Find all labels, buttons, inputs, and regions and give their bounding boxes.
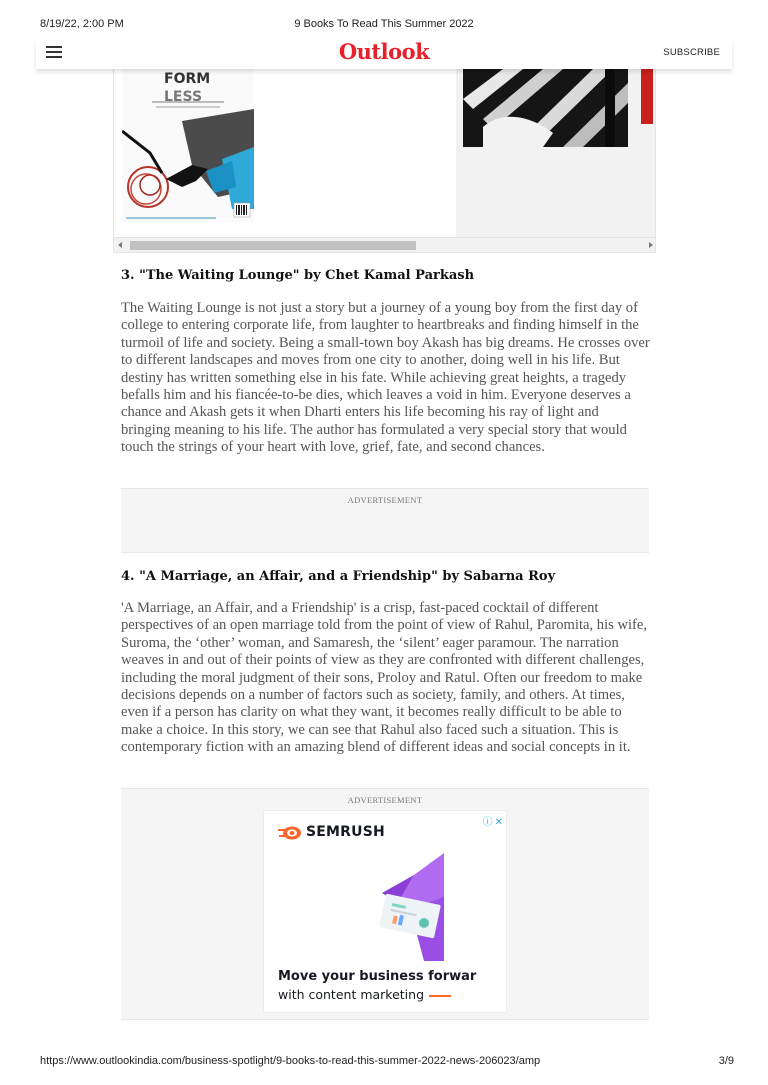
book-cover-title-line2: LESS xyxy=(164,89,203,105)
section-heading: 3. "The Waiting Lounge" by Chet Kamal Parkash xyxy=(121,268,475,283)
print-datetime: 8/19/22, 2:00 PM xyxy=(40,18,124,30)
adchoices-controls xyxy=(483,813,503,828)
ad-headline: Move your business forwar xyxy=(278,969,477,984)
site-logo[interactable]: Outlook xyxy=(338,39,430,64)
print-footer xyxy=(0,1055,768,1069)
subscribe-link[interactable]: SUBSCRIBE xyxy=(663,47,720,58)
book-cover-title-line1: FORM xyxy=(164,71,211,87)
book-photo-image xyxy=(463,69,628,147)
book-cover-title xyxy=(164,72,210,105)
close-icon[interactable]: ✕ xyxy=(494,817,503,828)
advertisement-label: ADVERTISEMENT xyxy=(347,495,423,505)
book-cover-image xyxy=(122,69,254,222)
print-page-title: 9 Books To Read This Summer 2022 xyxy=(294,18,474,30)
carousel-slide xyxy=(456,67,633,237)
ad-illustration xyxy=(380,853,444,961)
print-header xyxy=(0,18,768,32)
ad-subline xyxy=(278,987,451,1002)
semrush-ad-creative[interactable] xyxy=(263,810,507,1013)
advertisement-slot xyxy=(121,488,649,553)
ad-accent-dash xyxy=(429,995,451,997)
carousel-slide xyxy=(633,67,656,237)
info-icon[interactable]: ⓘ xyxy=(482,817,493,828)
section-heading: 4. "A Marriage, an Affair, and a Friendship" by Sabarna Roy xyxy=(121,569,556,584)
book-image-partial xyxy=(641,69,653,124)
scroll-right-arrow-icon[interactable] xyxy=(649,242,653,248)
advertisement-label: ADVERTISEMENT xyxy=(347,795,423,805)
image-carousel[interactable] xyxy=(113,66,656,253)
semrush-flame-icon xyxy=(278,826,302,840)
print-page-number: 3/9 xyxy=(718,1055,734,1067)
scrollbar-thumb[interactable] xyxy=(130,241,416,250)
advertisement-slot xyxy=(121,788,649,1020)
print-url: https://www.outlookindia.com/business-spotlight/9-books-to-read-this-summer-2022-news-206023/amp xyxy=(40,1055,541,1067)
carousel-slide xyxy=(114,67,456,237)
scroll-left-arrow-icon[interactable] xyxy=(118,242,122,248)
book-photo-art xyxy=(463,69,628,147)
ad-subline-text: with content marketing xyxy=(278,987,425,1002)
semrush-brand: SEMRUSH xyxy=(306,824,385,840)
carousel-scrollbar[interactable] xyxy=(114,237,656,253)
section-body: 'A Marriage, an Affair, and a Friendship' is a crisp, fast-paced cocktail of different perspectives of an open marriage told from the point of view of Rahul, Paromita, his wife, Suroma, the ‘other’ woman, and Samaresh, the ‘silent’ eager paramour. The narration weaves in and out of their points of view as they are confronted with different challenges, including the moral judgment of their sons, Proloy and Ratul. Often our freedom to make decisions depends on a number of factors such as society, family, and others. At times, even if a person has clarity on what they want, it becomes really difficult to be able to make a choice. In this story, we can see that Rahul also faced such a situation. This is contemporary fiction with an amazing blend of different ideas and social concepts in it. xyxy=(121,600,648,756)
section-body: The Waiting Lounge is not just a story but a journey of a young boy from the first day of college to entering corporate life, from laughter to heartbreaks and finding himself in the turmoil of life and society. Being a small-town boy Akash has big dreams. He crosses over to different landscapes and moves from one city to another, doing well in his life. But destiny has written something else in his fate. While achieving great heights, a tragedy befalls him and his fiancée-to-be dies, which leaves a void in him. Everyone deserves a chance and Akash gets it when Dharti enters his life becoming his ray of light and bringing meaning to his life. The author has formulated a very special story that would touch the strings of your heart with love, grief, fate, and second chances. xyxy=(121,300,650,456)
site-header xyxy=(36,38,732,69)
